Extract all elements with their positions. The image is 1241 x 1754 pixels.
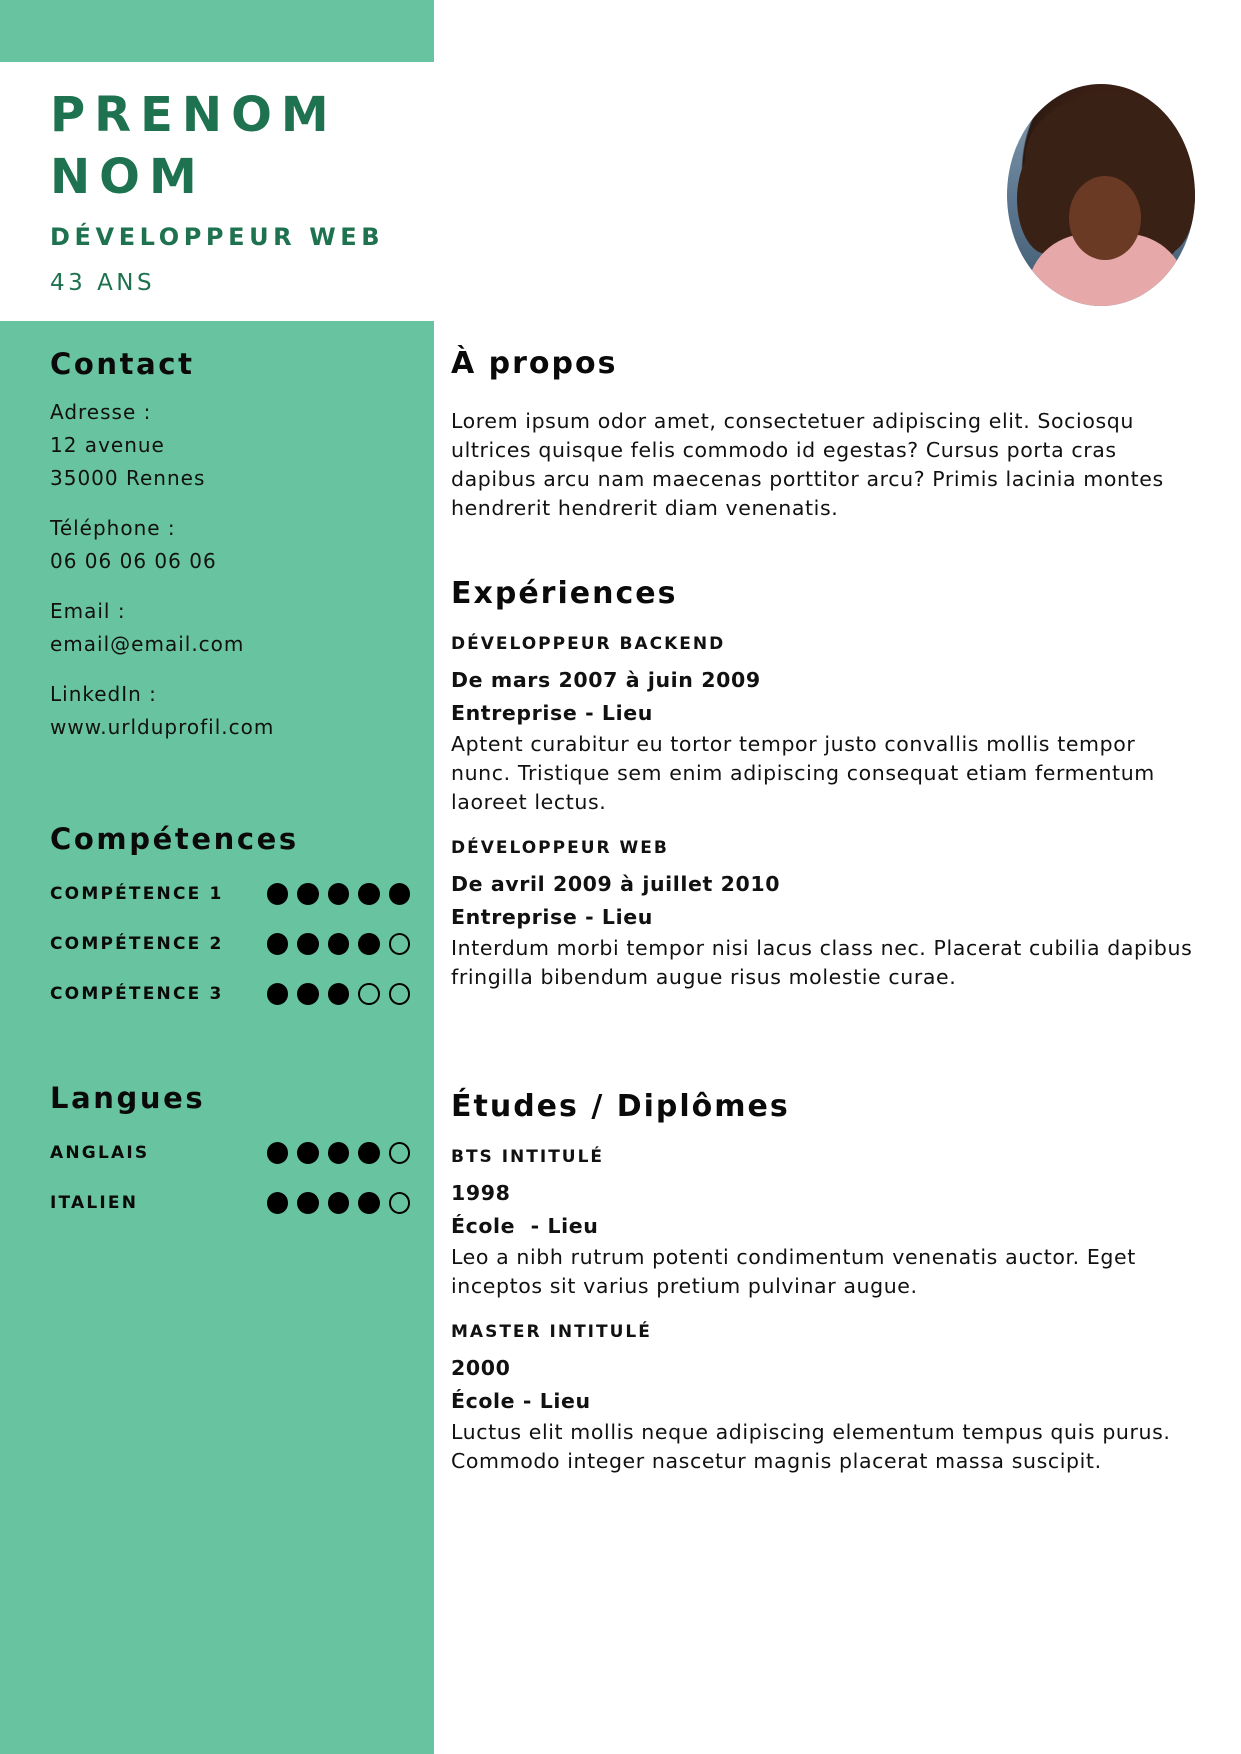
linkedin-label: LinkedIn : (50, 682, 157, 706)
experiences-heading: Expériences (451, 576, 678, 611)
education-heading: Études / Diplômes (451, 1089, 790, 1124)
languages-section (50, 1080, 410, 1228)
experience-description: Aptent curabitur eu tortor tempor justo convallis mollis tempor nunc. Tristique sem enim adipiscing consequat etiam fermentum laoreet lectus. (451, 732, 1155, 814)
empty-dot-icon (358, 983, 379, 1005)
empty-dot-icon (389, 933, 410, 955)
skill-row (50, 869, 410, 919)
filled-dot-icon (297, 1192, 318, 1214)
skills-section (50, 821, 410, 1019)
experience-title: DÉVELOPPEUR WEB (451, 838, 669, 858)
linkedin-group (50, 678, 410, 744)
skill-label: COMPÉTENCE 2 (50, 934, 224, 954)
filled-dot-icon (297, 983, 318, 1005)
last-name: NOM (50, 149, 206, 205)
education-entry (451, 1145, 1201, 1301)
filled-dot-icon (358, 1192, 379, 1214)
education-section (451, 1088, 1201, 1476)
filled-dot-icon (358, 1142, 379, 1164)
email-label: Email : (50, 599, 126, 623)
age: 43 ANS (50, 270, 156, 296)
filled-dot-icon (358, 883, 379, 905)
education-school: École - Lieu (451, 1214, 599, 1238)
skills-heading: Compétences (50, 822, 299, 856)
contact-section (50, 346, 410, 761)
language-label: ITALIEN (50, 1193, 139, 1213)
rating-dots (267, 933, 410, 955)
education-description: Luctus elit mollis neque adipiscing elementum tempus quis purus. Commodo integer nascetur magnis placerat massa suscipit. (451, 1420, 1171, 1473)
experiences-section (451, 575, 1201, 992)
filled-dot-icon (297, 933, 318, 955)
filled-dot-icon (328, 883, 349, 905)
filled-dot-icon (297, 883, 318, 905)
education-description: Leo a nibh rutrum potenti condimentum venenatis auctor. Eget inceptos sit varius pretium pulvinar augue. (451, 1245, 1136, 1298)
header (50, 84, 450, 298)
language-row (50, 1178, 410, 1228)
filled-dot-icon (328, 933, 349, 955)
phone-group (50, 512, 410, 578)
about-text: Lorem ipsum odor amet, consectetuer adipiscing elit. Sociosqu ultrices quisque felis commodo id egestas? Cursus porta cras dapibus arcu nam maecenas porttitor arcu? Primis lacinia montes hendrerit hendrerit diam venenatis. (451, 409, 1164, 520)
experience-company: Entreprise - Lieu (451, 905, 653, 929)
filled-dot-icon (267, 883, 288, 905)
rating-dots (267, 883, 410, 905)
contact-heading: Contact (50, 347, 195, 381)
empty-dot-icon (389, 983, 410, 1005)
experience-entry (451, 632, 1201, 817)
photo-face (1069, 176, 1141, 260)
rating-dots (267, 1192, 410, 1214)
filled-dot-icon (297, 1142, 318, 1164)
linkedin-value[interactable]: www.urlduprofil.com (50, 715, 275, 739)
about-section (451, 345, 1201, 523)
education-school: École - Lieu (451, 1389, 591, 1413)
address-label: Adresse : (50, 400, 152, 424)
empty-dot-icon (389, 1142, 410, 1164)
education-year: 1998 (451, 1181, 511, 1205)
filled-dot-icon (267, 1142, 288, 1164)
job-title: DÉVELOPPEUR WEB (50, 223, 385, 251)
about-heading: À propos (451, 346, 618, 381)
filled-dot-icon (328, 983, 349, 1005)
skill-row (50, 919, 410, 969)
filled-dot-icon (389, 883, 410, 905)
phone-value: 06 06 06 06 06 (50, 549, 217, 573)
first-name: PRENOM (50, 87, 338, 143)
skills-list (50, 869, 410, 1019)
filled-dot-icon (328, 1142, 349, 1164)
top-accent-bar (0, 0, 434, 62)
address-line2: 35000 Rennes (50, 466, 206, 490)
experience-dates: De avril 2009 à juillet 2010 (451, 872, 781, 896)
language-row (50, 1128, 410, 1178)
experience-description: Interdum morbi tempor nisi lacus class nec. Placerat cubilia dapibus fringilla bibendum augue risus molestie curae. (451, 936, 1193, 989)
address-group (50, 396, 410, 495)
empty-dot-icon (389, 1192, 410, 1214)
filled-dot-icon (267, 983, 288, 1005)
skill-label: COMPÉTENCE 3 (50, 984, 224, 1004)
education-entry (451, 1320, 1201, 1476)
email-value[interactable]: email@email.com (50, 632, 245, 656)
experience-entry (451, 836, 1201, 992)
experience-dates: De mars 2007 à juin 2009 (451, 668, 761, 692)
rating-dots (267, 983, 410, 1005)
filled-dot-icon (267, 1192, 288, 1214)
education-year: 2000 (451, 1356, 511, 1380)
filled-dot-icon (358, 933, 379, 955)
phone-label: Téléphone : (50, 516, 176, 540)
education-title: BTS INTITULÉ (451, 1147, 605, 1167)
languages-heading: Langues (50, 1081, 206, 1115)
filled-dot-icon (328, 1192, 349, 1214)
skill-label: COMPÉTENCE 1 (50, 884, 224, 904)
experience-title: DÉVELOPPEUR BACKEND (451, 634, 726, 654)
language-label: ANGLAIS (50, 1143, 150, 1163)
experience-company: Entreprise - Lieu (451, 701, 653, 725)
skill-row (50, 969, 410, 1019)
email-group (50, 595, 410, 661)
filled-dot-icon (267, 933, 288, 955)
languages-list (50, 1128, 410, 1228)
rating-dots (267, 1142, 410, 1164)
profile-photo (1007, 84, 1195, 306)
address-line1: 12 avenue (50, 433, 165, 457)
education-title: MASTER INTITULÉ (451, 1322, 652, 1342)
